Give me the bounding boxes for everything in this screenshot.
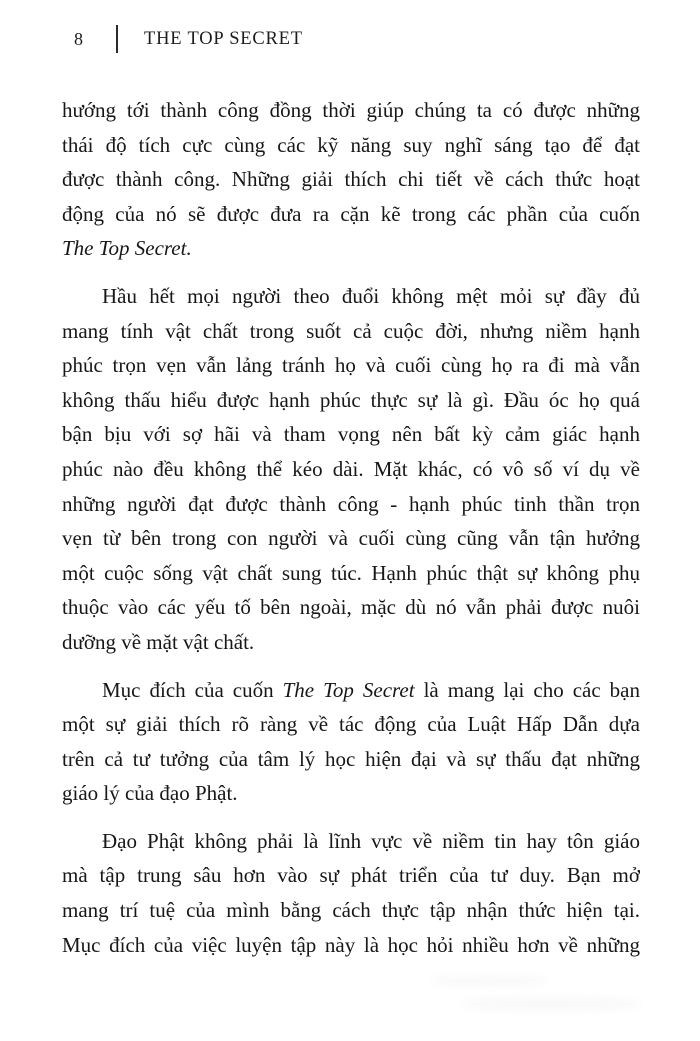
text-segment: giáo lý của đạo Phật. — [62, 781, 238, 806]
text-segment: Mục đích của việc luyện tập này là học hỏi nhiều hơn về những — [62, 932, 640, 957]
text-line — [62, 231, 640, 266]
text-line — [62, 279, 640, 314]
header-divider — [116, 25, 118, 53]
scan-artifact — [460, 997, 640, 1011]
text-line — [62, 383, 640, 418]
text-segment: được thành công. Những giải thích chi tiết về cách thức hoạt — [62, 167, 640, 192]
text-segment: phúc trọn vẹn vẫn lảng tránh họ và cuối cùng họ ra đi mà vẫn — [62, 353, 640, 378]
running-title: THE TOP SECRET — [144, 28, 303, 49]
text-segment: The Top Secret — [282, 677, 415, 702]
text-line — [62, 556, 640, 591]
text-line — [62, 128, 640, 163]
text-line — [62, 521, 640, 556]
text-line — [62, 673, 640, 708]
text-segment: một cuộc sống vật chất sung túc. Hạnh phúc thật sự không phụ — [62, 560, 640, 585]
text-line — [62, 742, 640, 777]
text-line — [62, 197, 640, 232]
text-segment: thuộc vào các yếu tố bên ngoài, mặc dù nó vẫn phải được nuôi — [62, 595, 640, 620]
text-segment: mà tập trung sâu hơn vào sự phát triển của tư duy. Bạn mở — [62, 863, 640, 888]
text-segment: Đạo Phật không phải là lĩnh vực về niềm tin hay tôn giáo — [102, 828, 640, 853]
paragraph — [62, 279, 640, 660]
text-segment: thái độ tích cực cùng các kỹ năng suy nghĩ sáng tạo để đạt — [62, 132, 640, 157]
text-segment: là mang lại cho các bạn — [414, 677, 640, 702]
scan-artifact — [430, 976, 550, 986]
text-line — [62, 824, 640, 859]
text-segment: trên cả tư tưởng của tâm lý học hiện đại và sự thấu đạt những — [62, 746, 640, 771]
text-line — [62, 928, 640, 963]
page-header — [74, 24, 303, 54]
text-line — [62, 893, 640, 928]
text-line — [62, 162, 640, 197]
text-segment: không thấu hiểu được hạnh phúc thực sự là gì. Đầu óc họ quá — [62, 387, 640, 412]
text-segment: hướng tới thành công đồng thời giúp chúng ta có được những — [62, 98, 640, 122]
text-segment: những người đạt được thành công - hạnh phúc tinh thần trọn — [62, 491, 640, 516]
text-line — [62, 590, 640, 625]
text-line — [62, 93, 640, 128]
text-segment: một sự giải thích rõ ràng về tác động của Luật Hấp Dẫn dựa — [62, 712, 640, 737]
text-line — [62, 487, 640, 522]
text-segment: Mục đích của cuốn — [102, 677, 283, 702]
text-segment: mang trí tuệ của mình bằng cách thực tập nhận thức hiện tại. — [62, 898, 640, 923]
text-segment: bận bịu với sợ hãi và tham vọng nên bất kỳ cảm giác hạnh — [62, 422, 640, 447]
text-line — [62, 625, 640, 660]
page-number: 8 — [74, 29, 83, 49]
page-body — [62, 93, 640, 962]
paragraph — [62, 93, 640, 266]
text-line — [62, 314, 640, 349]
text-line — [62, 452, 640, 487]
text-segment: phúc nào đều không thể kéo dài. Mặt khác, có vô số ví dụ về — [62, 456, 640, 481]
paragraph — [62, 673, 640, 811]
text-line — [62, 858, 640, 893]
text-segment: Hầu hết mọi người theo đuổi không mệt mỏi sự đầy đủ — [102, 283, 640, 308]
text-segment: vẹn từ bên trong con người và cuối cùng cũng vẫn tận hưởng — [62, 526, 640, 551]
text-segment: động của nó sẽ được đưa ra cặn kẽ trong các phần của cuốn — [62, 201, 640, 226]
text-segment: dưỡng về mặt vật chất. — [62, 629, 255, 654]
text-segment: mang tính vật chất trong suốt cả cuộc đời, nhưng niềm hạnh — [62, 318, 640, 343]
text-segment: The Top Secret. — [62, 236, 192, 261]
text-line — [62, 776, 640, 811]
text-line — [62, 417, 640, 452]
paragraph — [62, 824, 640, 962]
text-line — [62, 707, 640, 742]
text-line — [62, 348, 640, 383]
